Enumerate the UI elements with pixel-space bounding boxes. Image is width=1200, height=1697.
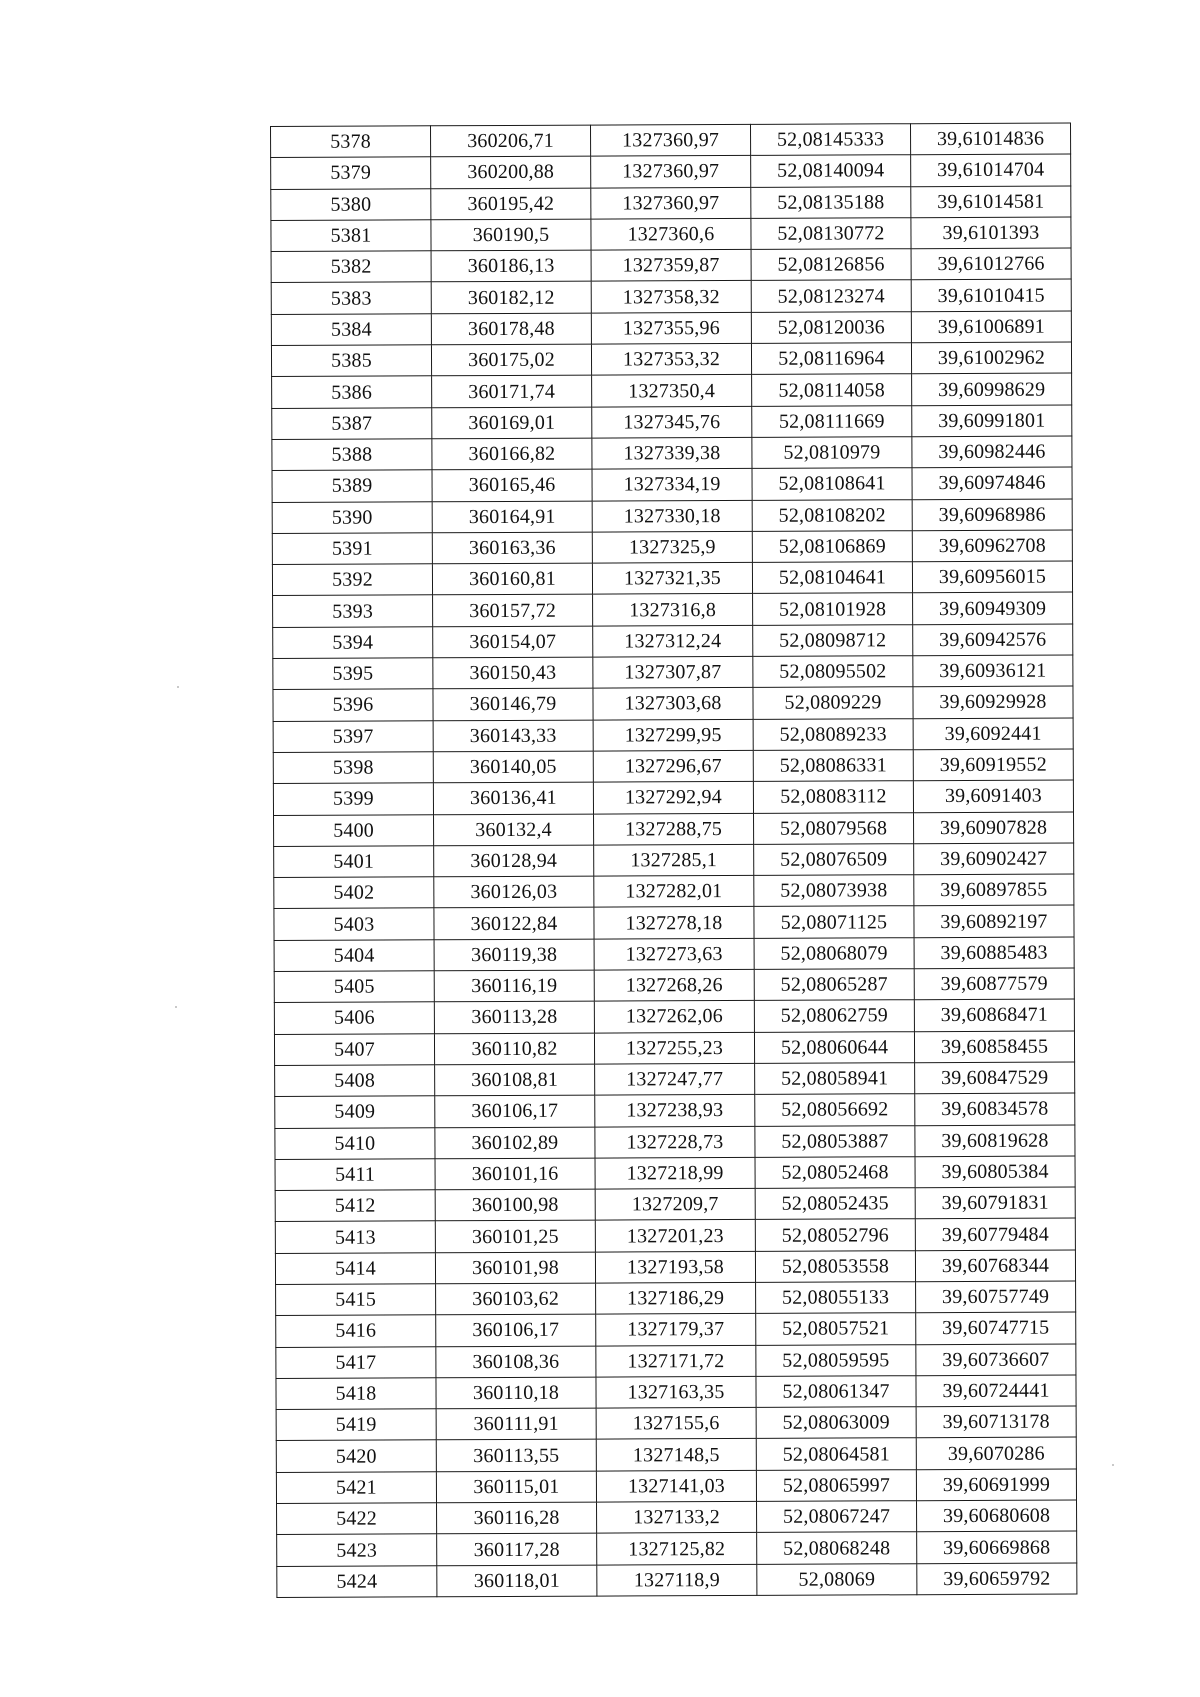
table-row [276, 1469, 1076, 1504]
coord-x-cell: 360113,55 [436, 1440, 596, 1472]
table-row [273, 780, 1073, 815]
table-row [271, 123, 1071, 158]
coord-x-cell: 360101,16 [435, 1158, 595, 1190]
longitude-cell: 39,60919552 [913, 749, 1073, 781]
latitude-cell: 52,08114058 [752, 374, 912, 406]
longitude-cell: 39,61006891 [911, 311, 1071, 343]
table-row [271, 217, 1071, 252]
coord-x-cell: 360106,17 [435, 1095, 595, 1127]
latitude-cell: 52,08079568 [754, 812, 914, 844]
coord-y-cell: 1327303,68 [593, 688, 753, 720]
point-number-cell: 5412 [275, 1190, 435, 1222]
coord-x-cell: 360117,28 [437, 1533, 597, 1565]
latitude-cell: 52,08057521 [756, 1313, 916, 1345]
point-number-cell: 5395 [273, 658, 433, 690]
latitude-cell: 52,08068079 [754, 937, 914, 969]
scan-speck [175, 1006, 177, 1008]
coord-y-cell: 1327316,8 [593, 594, 753, 626]
scan-speck [1112, 1464, 1114, 1466]
coord-y-cell: 1327325,9 [592, 531, 752, 563]
coord-y-cell: 1327218,99 [595, 1157, 755, 1189]
latitude-cell: 52,08086331 [753, 750, 913, 782]
latitude-cell: 52,08055133 [756, 1282, 916, 1314]
point-number-cell: 5403 [274, 908, 434, 940]
latitude-cell: 52,08062759 [754, 1000, 914, 1032]
latitude-cell: 52,08083112 [753, 781, 913, 813]
longitude-cell: 39,60691999 [916, 1469, 1076, 1501]
coord-y-cell: 1327148,5 [596, 1439, 756, 1471]
coord-x-cell: 360113,28 [434, 1001, 594, 1033]
point-number-cell: 5416 [276, 1315, 436, 1347]
table-row [272, 561, 1072, 596]
coord-y-cell: 1327296,67 [593, 750, 753, 782]
table-row [276, 1312, 1076, 1347]
latitude-cell: 52,08065287 [754, 969, 914, 1001]
coord-x-cell: 360111,91 [436, 1408, 596, 1440]
latitude-cell: 52,08145333 [750, 124, 910, 156]
latitude-cell: 52,08120036 [751, 311, 911, 343]
latitude-cell: 52,08064581 [756, 1438, 916, 1470]
coord-y-cell: 1327360,97 [591, 187, 751, 219]
latitude-cell: 52,08116964 [751, 343, 911, 375]
latitude-cell: 52,08056692 [755, 1094, 915, 1126]
longitude-cell: 39,6101393 [911, 217, 1071, 249]
coord-x-cell: 360110,82 [434, 1033, 594, 1065]
coord-x-cell: 360165,46 [432, 469, 592, 501]
coord-y-cell: 1327339,38 [592, 437, 752, 469]
point-number-cell: 5402 [274, 877, 434, 909]
coord-y-cell: 1327330,18 [592, 500, 752, 532]
point-number-cell: 5392 [272, 564, 432, 596]
latitude-cell: 52,08059595 [756, 1344, 916, 1376]
point-number-cell: 5408 [275, 1065, 435, 1097]
coord-x-cell: 360175,02 [431, 344, 591, 376]
coord-x-cell: 360108,36 [436, 1346, 596, 1378]
coord-x-cell: 360118,01 [437, 1565, 597, 1597]
coord-y-cell: 1327350,4 [592, 375, 752, 407]
longitude-cell: 39,60805384 [915, 1156, 1075, 1188]
table-row [275, 1250, 1075, 1285]
coord-x-cell: 360200,88 [431, 156, 591, 188]
table-row [271, 279, 1071, 314]
longitude-cell: 39,61014704 [911, 154, 1071, 186]
coord-x-cell: 360163,36 [432, 532, 592, 564]
point-number-cell: 5422 [277, 1503, 437, 1535]
table-row [274, 812, 1074, 847]
point-number-cell: 5407 [274, 1033, 434, 1065]
coord-y-cell: 1327355,96 [591, 312, 751, 344]
longitude-cell: 39,60968986 [912, 499, 1072, 531]
coord-y-cell: 1327321,35 [592, 563, 752, 595]
point-number-cell: 5405 [274, 971, 434, 1003]
point-number-cell: 5393 [273, 595, 433, 627]
point-number-cell: 5397 [273, 720, 433, 752]
table-row [272, 467, 1072, 502]
longitude-cell: 39,60892197 [914, 905, 1074, 937]
table-row [272, 405, 1072, 440]
longitude-cell: 39,61012766 [911, 248, 1071, 280]
coord-y-cell: 1327299,95 [593, 719, 753, 751]
coord-y-cell: 1327238,93 [595, 1095, 755, 1127]
coord-y-cell: 1327360,97 [590, 124, 750, 156]
coord-y-cell: 1327360,97 [591, 156, 751, 188]
longitude-cell: 39,61010415 [911, 279, 1071, 311]
coordinates-table-body [271, 123, 1077, 1597]
coord-y-cell: 1327141,03 [596, 1470, 756, 1502]
point-number-cell: 5384 [271, 314, 431, 346]
latitude-cell: 52,08067247 [757, 1501, 917, 1533]
coord-y-cell: 1327285,1 [594, 844, 754, 876]
coord-x-cell: 360157,72 [433, 595, 593, 627]
table-row [273, 655, 1073, 690]
longitude-cell: 39,61002962 [911, 342, 1071, 374]
coord-y-cell: 1327247,77 [595, 1063, 755, 1095]
longitude-cell: 39,6070286 [916, 1437, 1076, 1469]
table-row [271, 186, 1071, 221]
latitude-cell: 52,08111669 [752, 405, 912, 437]
latitude-cell: 52,08106869 [752, 531, 912, 563]
coord-x-cell: 360182,12 [431, 282, 591, 314]
longitude-cell: 39,6092441 [913, 718, 1073, 750]
coord-y-cell: 1327268,26 [594, 969, 754, 1001]
coord-x-cell: 360126,03 [434, 876, 594, 908]
point-number-cell: 5413 [275, 1221, 435, 1253]
table-row [277, 1531, 1077, 1566]
coord-x-cell: 360106,17 [436, 1314, 596, 1346]
coord-x-cell: 360206,71 [431, 125, 591, 157]
latitude-cell: 52,08058941 [755, 1063, 915, 1095]
table-row [276, 1344, 1076, 1379]
point-number-cell: 5421 [276, 1472, 436, 1504]
coord-y-cell: 1327171,72 [596, 1345, 756, 1377]
latitude-cell: 52,08126856 [751, 249, 911, 281]
longitude-cell: 39,60713178 [916, 1406, 1076, 1438]
table-row [275, 1156, 1075, 1191]
point-number-cell: 5424 [277, 1565, 437, 1597]
longitude-cell: 39,60779484 [915, 1218, 1075, 1250]
latitude-cell: 52,08052435 [755, 1188, 915, 1220]
coord-y-cell: 1327133,2 [597, 1501, 757, 1533]
coord-y-cell: 1327155,6 [596, 1408, 756, 1440]
coord-x-cell: 360101,25 [435, 1220, 595, 1252]
coord-y-cell: 1327209,7 [595, 1188, 755, 1220]
latitude-cell: 52,08089233 [753, 718, 913, 750]
table-row [274, 843, 1074, 878]
latitude-cell: 52,08140094 [751, 155, 911, 187]
table-row [274, 874, 1074, 909]
coord-y-cell: 1327262,06 [594, 1001, 754, 1033]
latitude-cell: 52,08068248 [757, 1532, 917, 1564]
table-row [274, 968, 1074, 1003]
longitude-cell: 39,60907828 [914, 812, 1074, 844]
latitude-cell: 52,0809229 [753, 687, 913, 719]
table-row [273, 686, 1073, 721]
table-row [275, 1124, 1075, 1159]
latitude-cell: 52,08073938 [754, 875, 914, 907]
table-row [275, 1062, 1075, 1097]
longitude-cell: 39,60858455 [914, 1031, 1074, 1063]
coord-y-cell: 1327186,29 [596, 1282, 756, 1314]
point-number-cell: 5399 [273, 783, 433, 815]
table-row [273, 718, 1073, 753]
longitude-cell: 39,60936121 [913, 655, 1073, 687]
point-number-cell: 5383 [271, 282, 431, 314]
table-row [272, 373, 1072, 408]
table-row [273, 592, 1073, 627]
coord-y-cell: 1327292,94 [593, 782, 753, 814]
longitude-cell: 39,60929928 [913, 686, 1073, 718]
coord-y-cell: 1327358,32 [591, 281, 751, 313]
latitude-cell: 52,08108641 [752, 468, 912, 500]
point-number-cell: 5382 [271, 251, 431, 283]
point-number-cell: 5386 [272, 376, 432, 408]
coordinates-table [270, 123, 1077, 1598]
point-number-cell: 5391 [272, 533, 432, 565]
coord-x-cell: 360100,98 [435, 1189, 595, 1221]
point-number-cell: 5394 [273, 627, 433, 659]
coord-y-cell: 1327278,18 [594, 907, 754, 939]
longitude-cell: 39,60669868 [917, 1531, 1077, 1563]
latitude-cell: 52,08108202 [752, 499, 912, 531]
table-row [274, 999, 1074, 1034]
coord-y-cell: 1327334,19 [592, 469, 752, 501]
latitude-cell: 52,0810979 [752, 437, 912, 469]
latitude-cell: 52,08135188 [751, 186, 911, 218]
latitude-cell: 52,08053558 [755, 1250, 915, 1282]
point-number-cell: 5378 [271, 126, 431, 158]
coord-x-cell: 360171,74 [432, 375, 592, 407]
scan-speck [177, 686, 179, 688]
coord-x-cell: 360190,5 [431, 219, 591, 251]
longitude-cell: 39,60819628 [915, 1124, 1075, 1156]
point-number-cell: 5406 [274, 1002, 434, 1034]
longitude-cell: 39,60724441 [916, 1375, 1076, 1407]
longitude-cell: 39,60942576 [913, 624, 1073, 656]
coord-x-cell: 360169,01 [432, 407, 592, 439]
table-row [277, 1563, 1077, 1598]
coord-y-cell: 1327201,23 [595, 1220, 755, 1252]
coord-x-cell: 360103,62 [436, 1283, 596, 1315]
coord-x-cell: 360115,01 [436, 1471, 596, 1503]
coord-y-cell: 1327125,82 [597, 1533, 757, 1565]
coord-y-cell: 1327228,73 [595, 1126, 755, 1158]
latitude-cell: 52,08069 [757, 1563, 917, 1595]
coord-y-cell: 1327163,35 [596, 1376, 756, 1408]
longitude-cell: 39,60680608 [917, 1500, 1077, 1532]
coord-x-cell: 360195,42 [431, 188, 591, 220]
longitude-cell: 39,60877579 [914, 968, 1074, 1000]
longitude-cell: 39,60998629 [912, 373, 1072, 405]
coord-x-cell: 360164,91 [432, 501, 592, 533]
point-number-cell: 5389 [272, 470, 432, 502]
longitude-cell: 39,60868471 [914, 999, 1074, 1031]
longitude-cell: 39,60974846 [912, 467, 1072, 499]
latitude-cell: 52,08104641 [752, 562, 912, 594]
point-number-cell: 5419 [276, 1409, 436, 1441]
coord-y-cell: 1327193,58 [595, 1251, 755, 1283]
latitude-cell: 52,08123274 [751, 280, 911, 312]
coord-y-cell: 1327345,76 [592, 406, 752, 438]
table-row [272, 530, 1072, 565]
table-row [274, 1031, 1074, 1066]
latitude-cell: 52,08095502 [753, 656, 913, 688]
coord-x-cell: 360166,82 [432, 438, 592, 470]
latitude-cell: 52,08101928 [753, 593, 913, 625]
coord-y-cell: 1327179,37 [596, 1314, 756, 1346]
longitude-cell: 39,61014581 [911, 186, 1071, 218]
coord-x-cell: 360110,18 [436, 1377, 596, 1409]
longitude-cell: 39,60949309 [913, 592, 1073, 624]
latitude-cell: 52,08065997 [756, 1469, 916, 1501]
table-row [271, 311, 1071, 346]
longitude-cell: 39,60962708 [912, 530, 1072, 562]
point-number-cell: 5410 [275, 1127, 435, 1159]
table-row [272, 499, 1072, 534]
coord-x-cell: 360116,28 [437, 1502, 597, 1534]
coord-y-cell: 1327360,6 [591, 218, 751, 250]
coord-x-cell: 360186,13 [431, 250, 591, 282]
point-number-cell: 5381 [271, 220, 431, 252]
coord-y-cell: 1327359,87 [591, 250, 751, 282]
longitude-cell: 39,60982446 [912, 436, 1072, 468]
coord-x-cell: 360143,33 [433, 720, 593, 752]
longitude-cell: 39,60902427 [914, 843, 1074, 875]
coord-x-cell: 360160,81 [432, 563, 592, 595]
latitude-cell: 52,08060644 [754, 1031, 914, 1063]
latitude-cell: 52,08071125 [754, 906, 914, 938]
table-row [271, 154, 1071, 189]
point-number-cell: 5396 [273, 689, 433, 721]
coord-x-cell: 360101,98 [435, 1252, 595, 1284]
coord-x-cell: 360154,07 [433, 626, 593, 658]
coord-y-cell: 1327312,24 [593, 625, 753, 657]
longitude-cell: 39,60956015 [912, 561, 1072, 593]
longitude-cell: 39,60991801 [912, 405, 1072, 437]
coord-x-cell: 360178,48 [431, 313, 591, 345]
point-number-cell: 5404 [274, 940, 434, 972]
table-row [272, 436, 1072, 471]
longitude-cell: 39,60885483 [914, 937, 1074, 969]
point-number-cell: 5417 [276, 1346, 436, 1378]
latitude-cell: 52,08053887 [755, 1125, 915, 1157]
table-row [276, 1406, 1076, 1441]
longitude-cell: 39,60659792 [917, 1563, 1077, 1595]
coord-x-cell: 360128,94 [434, 845, 594, 877]
latitude-cell: 52,08052796 [755, 1219, 915, 1251]
point-number-cell: 5423 [277, 1534, 437, 1566]
latitude-cell: 52,08063009 [756, 1407, 916, 1439]
coord-x-cell: 360102,89 [435, 1127, 595, 1159]
latitude-cell: 52,08052468 [755, 1156, 915, 1188]
table-row [276, 1375, 1076, 1410]
point-number-cell: 5400 [274, 814, 434, 846]
point-number-cell: 5414 [275, 1252, 435, 1284]
longitude-cell: 39,60768344 [915, 1250, 1075, 1282]
coord-y-cell: 1327353,32 [591, 343, 751, 375]
coord-y-cell: 1327118,9 [597, 1564, 757, 1596]
coord-x-cell: 360150,43 [433, 657, 593, 689]
longitude-cell: 39,6091403 [913, 780, 1073, 812]
longitude-cell: 39,60791831 [915, 1187, 1075, 1219]
longitude-cell: 39,60847529 [915, 1062, 1075, 1094]
point-number-cell: 5385 [271, 345, 431, 377]
table-row [275, 1093, 1075, 1128]
table-row [273, 749, 1073, 784]
point-number-cell: 5415 [276, 1284, 436, 1316]
point-number-cell: 5420 [276, 1440, 436, 1472]
longitude-cell: 39,60736607 [916, 1344, 1076, 1376]
coord-y-cell: 1327307,87 [593, 656, 753, 688]
point-number-cell: 5409 [275, 1096, 435, 1128]
table-row [275, 1187, 1075, 1222]
coord-x-cell: 360119,38 [434, 939, 594, 971]
table-row [276, 1437, 1076, 1472]
coord-y-cell: 1327282,01 [594, 876, 754, 908]
coord-x-cell: 360122,84 [434, 908, 594, 940]
latitude-cell: 52,08098712 [753, 624, 913, 656]
longitude-cell: 39,60757749 [916, 1281, 1076, 1313]
table-row [276, 1281, 1076, 1316]
table-row [271, 342, 1071, 377]
table-row [274, 937, 1074, 972]
longitude-cell: 39,60897855 [914, 874, 1074, 906]
table-row [274, 905, 1074, 940]
longitude-cell: 39,60747715 [916, 1312, 1076, 1344]
coord-y-cell: 1327288,75 [594, 813, 754, 845]
table-row [277, 1500, 1077, 1535]
coord-x-cell: 360108,81 [435, 1064, 595, 1096]
latitude-cell: 52,08130772 [751, 218, 911, 250]
table-row [273, 624, 1073, 659]
coord-y-cell: 1327255,23 [594, 1032, 754, 1064]
point-number-cell: 5418 [276, 1378, 436, 1410]
latitude-cell: 52,08061347 [756, 1376, 916, 1408]
table-row [275, 1218, 1075, 1253]
coord-x-cell: 360146,79 [433, 688, 593, 720]
longitude-cell: 39,61014836 [910, 123, 1070, 155]
longitude-cell: 39,60834578 [915, 1093, 1075, 1125]
point-number-cell: 5401 [274, 846, 434, 878]
point-number-cell: 5379 [271, 157, 431, 189]
point-number-cell: 5411 [275, 1159, 435, 1191]
point-number-cell: 5387 [272, 407, 432, 439]
point-number-cell: 5388 [272, 439, 432, 471]
latitude-cell: 52,08076509 [754, 844, 914, 876]
coord-x-cell: 360140,05 [433, 751, 593, 783]
point-number-cell: 5380 [271, 188, 431, 220]
point-number-cell: 5390 [272, 501, 432, 533]
coord-x-cell: 360136,41 [433, 782, 593, 814]
coord-x-cell: 360116,19 [434, 970, 594, 1002]
coord-x-cell: 360132,4 [434, 814, 594, 846]
point-number-cell: 5398 [273, 752, 433, 784]
coord-y-cell: 1327273,63 [594, 938, 754, 970]
table-row [271, 248, 1071, 283]
